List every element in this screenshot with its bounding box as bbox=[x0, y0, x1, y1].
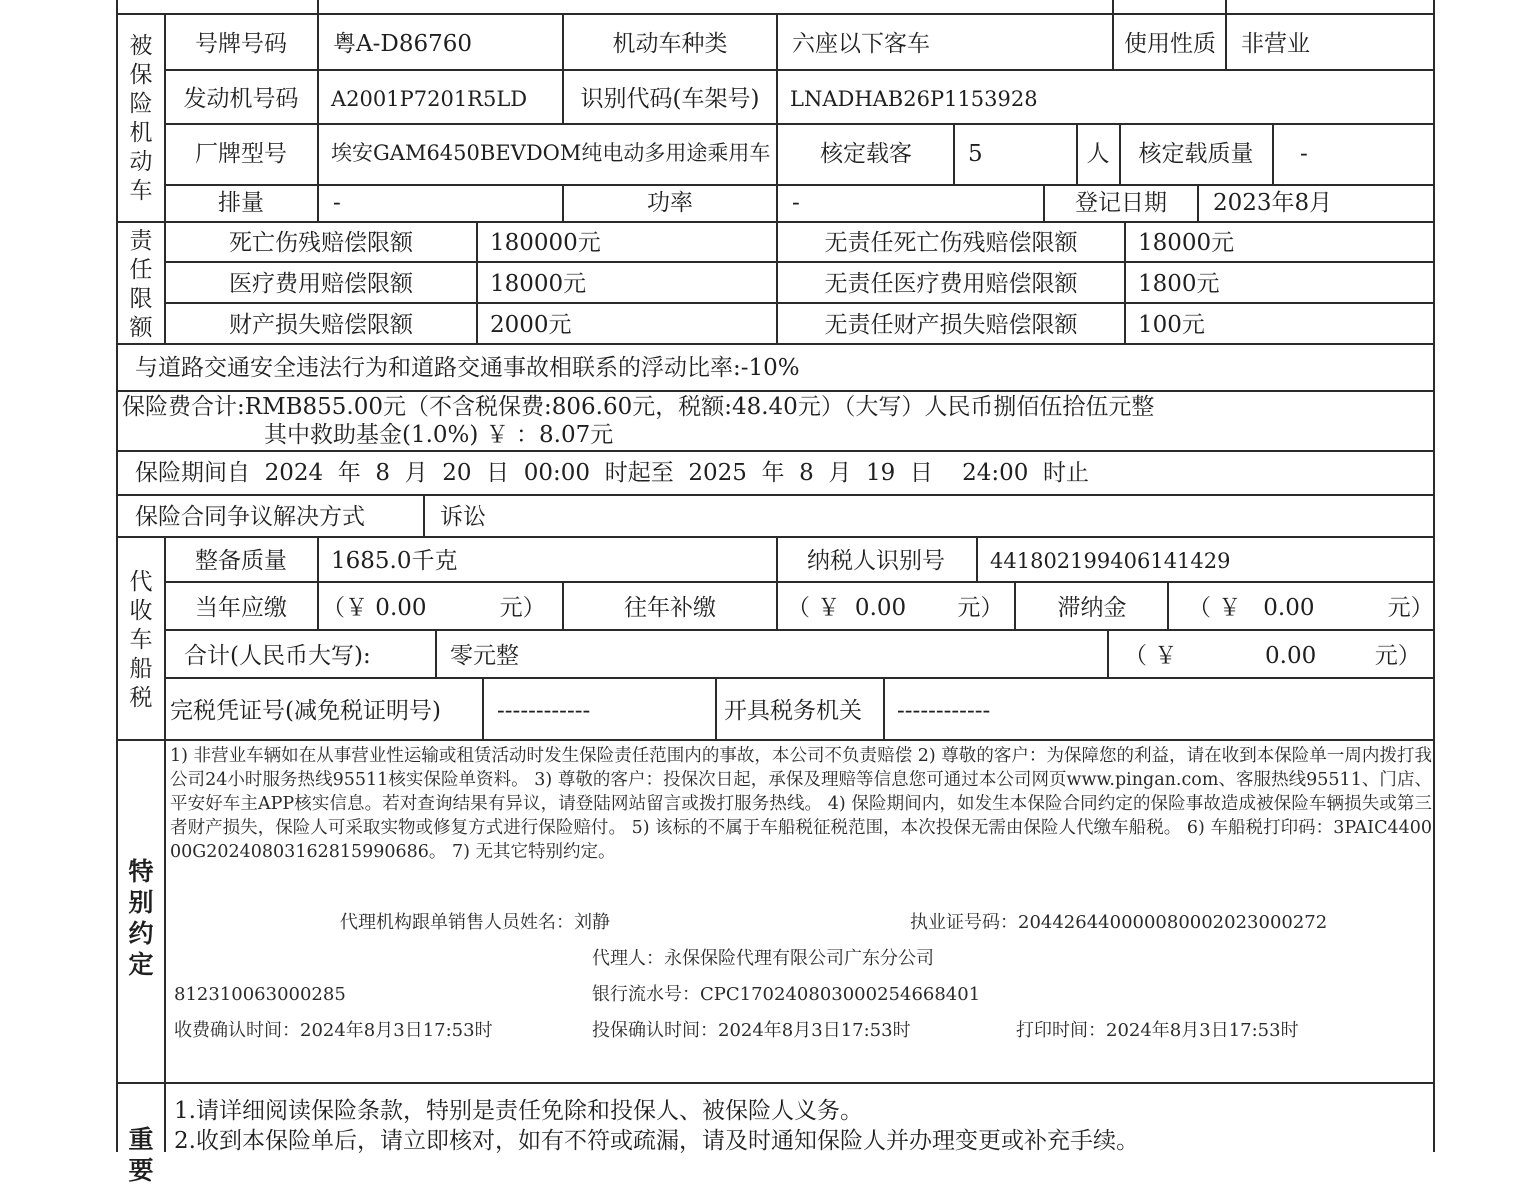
important-note-1: 1.请详细阅读保险条款，特别是责任免除和投保人、被保险人义务。 bbox=[174, 1098, 863, 1124]
model-value: 埃安GAM6450BEVDOM纯电动多用途乘用车 bbox=[331, 141, 771, 165]
bank-serial: 银行流水号：CPC170240803000254668401 bbox=[592, 984, 981, 1005]
vin-value: LNADHAB26P1153928 bbox=[790, 87, 1038, 111]
tax-total-amount: （ ￥ 0.00 元） bbox=[1124, 643, 1421, 669]
use-label: 使用性质 bbox=[1124, 31, 1216, 57]
agent-code: 812310063000285 bbox=[174, 984, 346, 1005]
tax-office-value: ------------ bbox=[897, 698, 991, 724]
nf-medical-limit-value: 1800元 bbox=[1138, 271, 1220, 297]
medical-limit-label: 医疗费用赔偿限额 bbox=[229, 271, 413, 297]
tax-office-label: 开具税务机关 bbox=[724, 698, 862, 724]
dispute-label: 保险合同争议解决方式 bbox=[135, 504, 365, 530]
nf-property-limit-label: 无责任财产损失赔偿限额 bbox=[824, 312, 1078, 338]
seats-label: 核定载客 bbox=[820, 141, 912, 167]
property-limit-label: 财产损失赔偿限额 bbox=[229, 312, 413, 338]
model-label: 厂牌型号 bbox=[195, 141, 287, 167]
power-label: 功率 bbox=[647, 190, 693, 216]
tax-total-text: 零元整 bbox=[450, 643, 519, 669]
tax-cert-value: ------------ bbox=[497, 698, 591, 724]
section-label-tax: 代收车船税 bbox=[129, 569, 153, 711]
agent-company: 代理人：永保保险代理有限公司广东分公司 bbox=[592, 948, 934, 969]
late-fee-label: 滞纳金 bbox=[1057, 595, 1127, 621]
taxpayer-id-value: 441802199406141429 bbox=[990, 549, 1231, 573]
print-time: 打印时间：2024年8月3日17:53时 bbox=[1016, 1020, 1299, 1041]
application-confirm-time: 投保确认时间：2024年8月3日17:53时 bbox=[592, 1020, 911, 1041]
payment-confirm-time: 收费确认时间：2024年8月3日17:53时 bbox=[174, 1020, 493, 1041]
load-label: 核定载质量 bbox=[1138, 141, 1254, 167]
nf-property-limit-value: 100元 bbox=[1138, 312, 1205, 338]
curb-weight-value: 1685.0千克 bbox=[331, 548, 458, 574]
agent-license: 执业证号码：20442644000008000202300027​2 bbox=[910, 912, 1328, 933]
section-label-liability: 责任限额 bbox=[129, 228, 153, 341]
insurance-period: 保险期间自 2024 年 8 月 20 日 00:00 时起至 2025 年 8 月 19 日 24:00 时止 bbox=[135, 460, 1090, 486]
late-fee-value: （ ￥ 0.00 元） bbox=[1188, 595, 1434, 621]
current-tax-label: 当年应缴 bbox=[195, 595, 287, 621]
curb-weight-label: 整备质量 bbox=[195, 548, 287, 574]
property-limit-value: 2000元 bbox=[490, 312, 572, 338]
vehicle-type-value: 六座以下客车 bbox=[792, 31, 930, 57]
plate-value: 粤A-D86760 bbox=[333, 31, 472, 57]
section-label-important: 重要 bbox=[128, 1125, 154, 1185]
relief-fund: 其中救助基金(1.0%) ￥ ：8.07元 bbox=[264, 422, 614, 448]
engine-value: A2001P7201R5LD bbox=[331, 87, 528, 111]
section-label-special: 特别约定 bbox=[128, 857, 154, 979]
nf-death-limit-value: 18000元 bbox=[1138, 230, 1235, 256]
current-tax-value: （￥ 0.00 元） bbox=[322, 595, 546, 621]
death-limit-value: 180000元 bbox=[490, 230, 601, 256]
vehicle-type-label: 机动车种类 bbox=[612, 31, 728, 57]
power-value: - bbox=[792, 190, 800, 216]
section-label-vehicle: 被保险机动车 bbox=[129, 33, 153, 204]
special-agreement-text: 1) 非营业车辆如在从事营业性运输或租赁活动时发生保险责任范围内的事故，本公司不负责赔偿 2) 尊敬的客户：为保障您的利益，请在收到本保险单一周内拨打我公司24小时服务热线95511核实保险单资料。 3) 尊敬的客户：投保次日起，承保及理赔等信息您可通过本公司网页www.pingan.com、客服热线95511、门店、平安好车主APP核实信息。若对查询结果有异议，请登陆网站留言或拨打服务热线。 4) 保险期间内，如发生本保险合同约定的保险事故造成被保险车辆损失或第三者财产损失，保险人可采取实物或修复方式进行保险赔付。 5) 该标的不属于车船税征税范围，本次投保无需由保险人代缴车船税。 6) 车船税打印码：3PAIC440000G20240803162815990686。 7) 无其它特别约定。 bbox=[170, 746, 1432, 862]
use-value: 非营业 bbox=[1241, 31, 1310, 57]
displacement-label: 排量 bbox=[218, 190, 264, 216]
past-tax-label: 往年补缴 bbox=[624, 595, 716, 621]
reg-date-label: 登记日期 bbox=[1075, 190, 1167, 216]
nf-medical-limit-label: 无责任医疗费用赔偿限额 bbox=[824, 271, 1078, 297]
vin-label: 识别代码(车架号) bbox=[580, 86, 760, 112]
tax-cert-label: 完税凭证号(减免税证明号) bbox=[170, 698, 441, 724]
seats-value: 5 bbox=[968, 141, 983, 167]
dispute-value: 诉讼 bbox=[440, 504, 486, 530]
reg-date-value: 2023年8月 bbox=[1213, 190, 1333, 216]
important-note-2: 2.收到本保险单后，请立即核对，如有不符或疏漏，请及时通知保险人并办理变更或补充手续。 bbox=[174, 1128, 1139, 1154]
displacement-value: - bbox=[333, 190, 341, 216]
engine-label: 发动机号码 bbox=[183, 86, 299, 112]
medical-limit-value: 18000元 bbox=[490, 271, 587, 297]
premium-total: 保险费合计:RMB855.00元（不含税保费:806.60元，税额:48.40元）（大写）人民币捌佰伍拾伍元整 bbox=[122, 394, 1155, 420]
float-rate: 与道路交通安全违法行为和道路交通事故相联系的浮动比率:-10% bbox=[135, 355, 800, 381]
past-tax-value: （ ￥ 0.00 元） bbox=[787, 595, 1004, 621]
tax-total-label: 合计(人民币大写): bbox=[184, 643, 371, 669]
nf-death-limit-label: 无责任死亡伤残赔偿限额 bbox=[824, 230, 1078, 256]
agent-staff: 代理机构跟单销售人员姓名：刘静 bbox=[340, 912, 610, 933]
seats-unit: 人 bbox=[1086, 141, 1110, 167]
death-limit-label: 死亡伤残赔偿限额 bbox=[229, 230, 413, 256]
load-value: - bbox=[1300, 141, 1308, 167]
plate-label: 号牌号码 bbox=[195, 31, 287, 57]
taxpayer-id-label: 纳税人识别号 bbox=[807, 548, 945, 574]
